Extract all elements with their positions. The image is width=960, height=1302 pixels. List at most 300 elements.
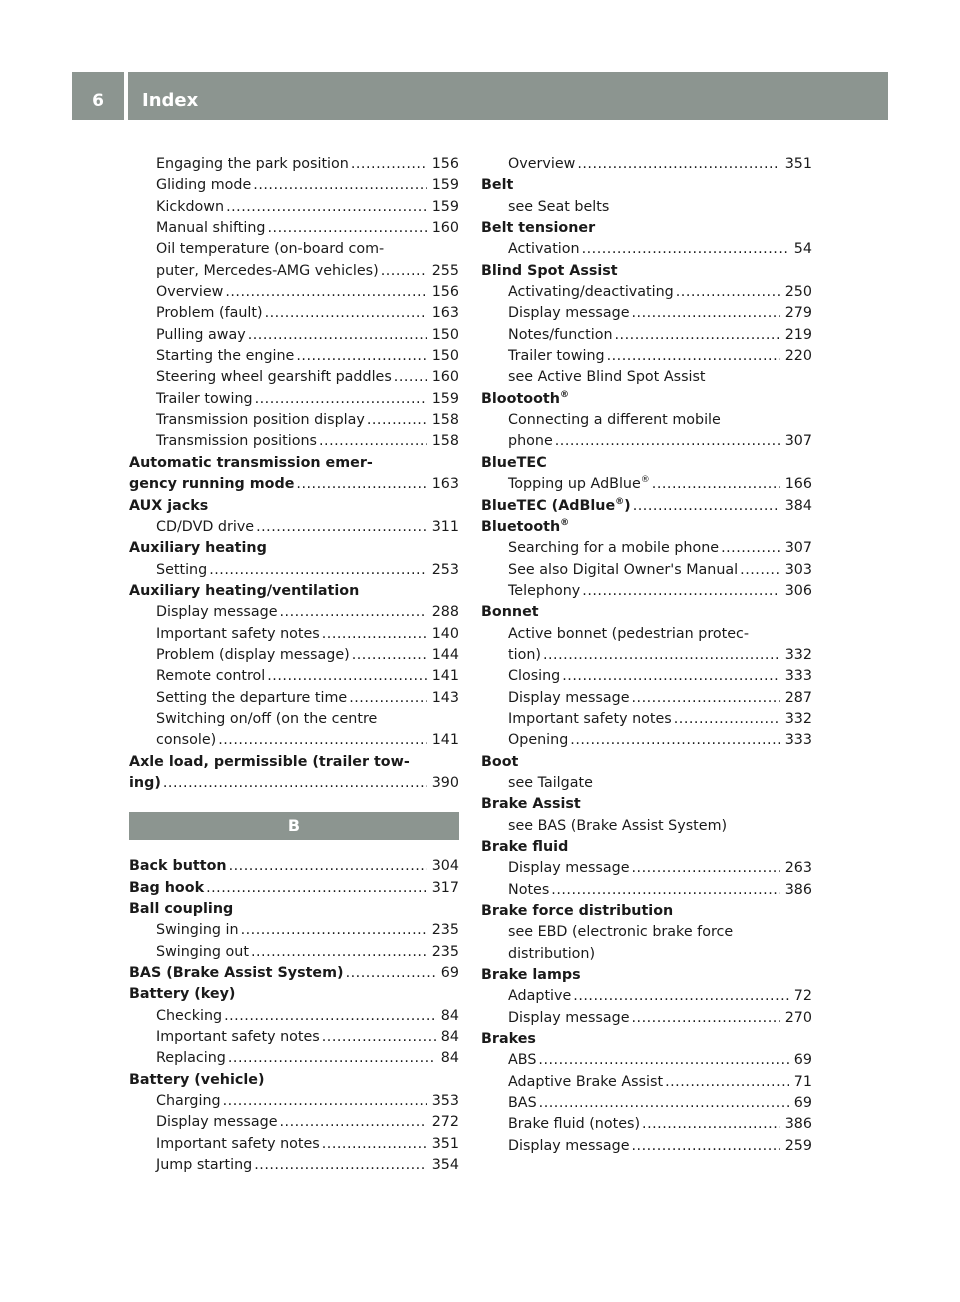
entry-text: Oil temperature (on-board com- — [156, 241, 385, 258]
index-heading[interactable] — [129, 474, 459, 495]
dot-leader — [539, 1093, 789, 1114]
page-reference[interactable]: 250 — [784, 284, 812, 301]
entry-text: Problem (fault) — [156, 305, 263, 322]
entry-text: Battery (vehicle) — [129, 1071, 265, 1088]
page-reference[interactable]: 69 — [793, 1052, 812, 1069]
dot-leader — [582, 239, 789, 260]
index-subentry[interactable] — [481, 346, 812, 367]
index-subentry[interactable] — [481, 986, 812, 1007]
dot-leader — [296, 346, 426, 367]
page-reference[interactable]: 143 — [431, 689, 459, 706]
index-subentry[interactable] — [129, 261, 459, 282]
entry-text: Starting the engine — [156, 348, 295, 365]
page-reference[interactable]: 163 — [431, 476, 459, 493]
dot-leader — [582, 581, 779, 602]
index-subentry[interactable] — [481, 880, 812, 901]
entry-text: Kickdown — [156, 198, 225, 215]
dot-leader — [570, 730, 779, 751]
entry-text: Automatic transmission emer- — [129, 454, 373, 471]
dot-leader — [607, 346, 780, 367]
entry-text: see Active Blind Spot Assist — [508, 369, 706, 386]
index-subentry[interactable] — [129, 154, 459, 175]
index-heading — [481, 175, 812, 196]
entry-text: see Tailgate — [508, 774, 593, 791]
index-subentry[interactable] — [129, 1006, 459, 1027]
entry-text: Remote control — [156, 668, 266, 685]
index-heading — [481, 837, 812, 858]
registered-mark: ® — [640, 475, 650, 486]
page-reference[interactable]: 160 — [431, 220, 459, 237]
index-heading — [129, 581, 459, 602]
index-subentry[interactable] — [129, 666, 459, 687]
entry-text: Bonnet — [481, 604, 539, 621]
entry-text: Important safety notes — [156, 1135, 320, 1152]
dot-leader — [267, 666, 426, 687]
dot-leader — [740, 560, 780, 581]
page-reference[interactable]: 71 — [793, 1073, 812, 1090]
index-column-left — [129, 154, 459, 1176]
index-subentry[interactable] — [481, 1008, 812, 1029]
page-reference[interactable]: 144 — [431, 646, 459, 663]
index-subentry[interactable] — [481, 303, 812, 324]
dot-leader — [322, 1027, 436, 1048]
dot-leader — [573, 986, 789, 1007]
entry-text: Blootooth — [481, 390, 560, 407]
page-reference[interactable]: 219 — [784, 326, 812, 343]
dot-leader — [632, 1136, 780, 1157]
entry-text: Problem (display message) — [156, 646, 350, 663]
entry-text: Closing — [508, 668, 561, 685]
entry-text: ing) — [129, 774, 161, 791]
index-subentry[interactable] — [129, 602, 459, 623]
entry-text: phone — [508, 433, 553, 450]
index-heading — [129, 899, 459, 920]
index-subentry[interactable] — [481, 325, 812, 346]
index-subentry — [481, 773, 812, 794]
dot-leader — [296, 474, 426, 495]
index-subentry — [481, 816, 812, 837]
page-reference[interactable]: 141 — [431, 668, 459, 685]
index-subentry — [481, 944, 812, 965]
page-reference[interactable]: 156 — [431, 284, 459, 301]
entry-text: see Seat belts — [508, 198, 610, 215]
page-reference[interactable]: 353 — [431, 1093, 459, 1110]
dot-leader — [253, 175, 426, 196]
entry-text: see EBD (electronic brake force — [508, 924, 734, 941]
page-number: 6 — [92, 91, 104, 111]
entry-text: Transmission position display — [156, 412, 365, 429]
page-reference[interactable]: 220 — [784, 348, 812, 365]
page-reference[interactable]: 159 — [431, 177, 459, 194]
entry-text: Telephony — [508, 582, 581, 599]
entry-text: Engaging the park position — [156, 156, 349, 172]
entry-text: Transmission positions — [156, 433, 317, 450]
index-subentry[interactable] — [129, 1134, 459, 1155]
entry-text: Belt tensioner — [481, 220, 596, 237]
page-reference[interactable]: 333 — [784, 732, 812, 749]
entry-text: Brakes — [481, 1031, 536, 1048]
dot-leader — [206, 878, 427, 899]
entry-text: Important safety notes — [156, 1029, 320, 1046]
page-reference[interactable]: 156 — [431, 156, 459, 172]
page-reference[interactable]: 159 — [431, 198, 459, 215]
page-reference[interactable]: 158 — [431, 433, 459, 450]
index-subentry[interactable] — [129, 688, 459, 709]
index-heading — [481, 901, 812, 922]
entry-text: Brake Assist — [481, 796, 581, 813]
dot-leader — [248, 325, 427, 346]
index-heading[interactable] — [129, 963, 459, 984]
page-reference[interactable]: 306 — [784, 582, 812, 599]
entry-text: Notes — [508, 881, 550, 898]
dot-leader — [254, 1155, 426, 1176]
index-subentry[interactable] — [129, 920, 459, 941]
dot-leader — [577, 154, 779, 175]
index-subentry — [129, 239, 459, 260]
index-subentry[interactable] — [129, 942, 459, 963]
dot-leader — [352, 645, 427, 666]
entry-text: Adaptive Brake Assist — [508, 1073, 664, 1090]
page-reference[interactable]: 84 — [440, 1050, 459, 1067]
index-subentry[interactable] — [481, 730, 812, 751]
index-column-right — [481, 154, 812, 1157]
page-reference[interactable]: 255 — [431, 262, 459, 279]
entry-text: BAS — [508, 1095, 537, 1112]
index-subentry[interactable] — [481, 154, 812, 175]
page-reference[interactable]: 304 — [431, 858, 459, 875]
page-reference[interactable]: 69 — [793, 1095, 812, 1112]
index-subentry[interactable] — [129, 367, 459, 388]
entry-text: BAS (Brake Assist System) — [129, 965, 344, 982]
index-subentry[interactable] — [481, 560, 812, 581]
entry-text: Topping up AdBlue — [508, 476, 641, 493]
entry-text: Display message — [508, 1137, 630, 1154]
index-heading — [481, 1029, 812, 1050]
page-reference[interactable]: 158 — [431, 412, 459, 429]
dot-leader — [256, 517, 427, 538]
page-reference[interactable]: 84 — [440, 1029, 459, 1046]
dot-leader — [562, 666, 779, 687]
entry-text: Opening — [508, 732, 569, 749]
index-subentry[interactable] — [129, 730, 459, 751]
index-heading — [129, 1070, 459, 1091]
dot-leader — [394, 367, 427, 388]
entry-text: Display message — [156, 604, 278, 621]
entry-text: Belt — [481, 177, 514, 194]
page-reference[interactable]: 311 — [431, 518, 459, 535]
page-title: Index — [142, 90, 199, 111]
index-subentry[interactable] — [129, 1091, 459, 1112]
entry-text: Brake fluid (notes) — [508, 1116, 641, 1133]
index-heading[interactable] — [481, 496, 812, 517]
page-reference[interactable]: 288 — [431, 604, 459, 621]
entry-text: Bag hook — [129, 879, 205, 896]
index-heading — [481, 602, 812, 623]
entry-text: tion) — [508, 646, 541, 663]
registered-mark: ® — [560, 518, 570, 529]
entry-text: Brake lamps — [481, 967, 581, 984]
index-heading — [129, 538, 459, 559]
dot-leader — [280, 1112, 427, 1133]
entry-text: Setting the departure time — [156, 689, 348, 706]
dot-leader — [555, 431, 780, 452]
index-subentry[interactable] — [481, 1114, 812, 1135]
index-subentry[interactable] — [481, 645, 812, 666]
index-subentry[interactable] — [481, 858, 812, 879]
entry-text: Battery (key) — [129, 986, 236, 1003]
index-subentry[interactable] — [481, 1136, 812, 1157]
page-reference[interactable]: 69 — [440, 965, 459, 982]
entry-text: Gliding mode — [156, 177, 252, 194]
entry-text-suffix: ) — [624, 497, 631, 514]
index-subentry[interactable] — [481, 666, 812, 687]
index-heading — [129, 453, 459, 474]
index-subentry[interactable] — [481, 1072, 812, 1093]
entry-text: Display message — [508, 689, 630, 706]
dot-leader — [633, 496, 780, 517]
index-subentry[interactable] — [129, 517, 459, 538]
index-subentry[interactable] — [129, 1112, 459, 1133]
index-subentry[interactable] — [481, 709, 812, 730]
page-reference[interactable]: 166 — [784, 476, 812, 493]
page-reference[interactable]: 163 — [431, 305, 459, 322]
dot-leader — [255, 389, 427, 410]
index-subentry[interactable] — [129, 218, 459, 239]
entry-text: Overview — [508, 156, 576, 172]
index-subentry[interactable] — [129, 410, 459, 431]
entry-text: Switching on/off (on the centre — [156, 710, 378, 727]
entry-text: Display message — [156, 1114, 278, 1131]
index-heading[interactable] — [129, 878, 459, 899]
page-reference[interactable]: 159 — [431, 390, 459, 407]
page-reference[interactable]: 354 — [431, 1157, 459, 1174]
index-subentry — [129, 709, 459, 730]
page-reference[interactable]: 150 — [431, 326, 459, 343]
entry-text: Trailer towing — [508, 348, 605, 365]
entry-text: Jump starting — [156, 1157, 253, 1174]
page-reference[interactable]: 84 — [440, 1007, 459, 1024]
index-heading — [481, 965, 812, 986]
entry-text: Adaptive — [508, 988, 572, 1005]
entry-text: Display message — [508, 305, 630, 322]
dot-leader — [721, 538, 780, 559]
entry-text: Manual shifting — [156, 220, 266, 237]
dot-leader — [229, 856, 427, 877]
index-subentry[interactable] — [129, 1048, 459, 1069]
dot-leader — [226, 197, 427, 218]
index-subentry[interactable] — [481, 431, 812, 452]
page-reference[interactable]: 303 — [784, 561, 812, 578]
dot-leader — [319, 431, 427, 452]
page-reference[interactable]: 307 — [784, 540, 812, 557]
entry-text: see BAS (Brake Assist System) — [508, 817, 728, 834]
index-subentry[interactable] — [129, 1027, 459, 1048]
entry-text: Charging — [156, 1093, 221, 1110]
page-reference[interactable]: 317 — [431, 879, 459, 896]
registered-mark: ® — [615, 496, 625, 507]
dot-leader — [228, 1048, 436, 1069]
page-header — [72, 72, 888, 120]
dot-leader — [652, 474, 780, 495]
page-reference[interactable]: 150 — [431, 348, 459, 365]
entry-text: Ball coupling — [129, 901, 234, 917]
dot-leader — [251, 942, 427, 963]
index-heading — [481, 218, 812, 239]
entry-text: Connecting a different mobile — [508, 412, 721, 429]
page-reference[interactable]: 54 — [793, 241, 812, 258]
page-reference[interactable]: 351 — [431, 1135, 459, 1152]
dot-leader — [642, 1114, 780, 1135]
index-subentry[interactable] — [129, 560, 459, 581]
entry-text: BlueTEC (AdBlue — [481, 497, 616, 514]
dot-leader — [163, 773, 427, 794]
index-heading — [129, 984, 459, 1005]
page-reference[interactable]: 279 — [784, 305, 812, 322]
page-reference[interactable]: 333 — [784, 668, 812, 685]
entry-text: CD/DVD drive — [156, 518, 255, 535]
index-subentry[interactable] — [481, 1093, 812, 1114]
entry-text: Steering wheel gearshift paddles — [156, 369, 392, 386]
entry-text: Activating/deactivating — [508, 284, 674, 301]
section-letter-b: B — [129, 812, 459, 840]
index-subentry[interactable] — [129, 624, 459, 645]
page-reference[interactable]: 384 — [784, 497, 812, 514]
index-heading — [481, 517, 812, 538]
dot-leader — [223, 1091, 427, 1112]
dot-leader — [218, 730, 426, 751]
dot-leader — [224, 1006, 436, 1027]
index-subentry[interactable] — [481, 688, 812, 709]
index-heading — [129, 496, 459, 517]
index-subentry[interactable] — [129, 303, 459, 324]
index-subentry[interactable] — [481, 1050, 812, 1071]
dot-leader — [280, 602, 427, 623]
entry-text: Important safety notes — [508, 710, 672, 727]
dot-leader — [322, 624, 427, 645]
entry-text: Pulling away — [156, 326, 246, 343]
index-subentry[interactable] — [481, 282, 812, 303]
index-subentry[interactable] — [481, 239, 812, 260]
page-reference[interactable]: 332 — [784, 646, 812, 663]
entry-text: Swinging out — [156, 943, 249, 960]
entry-text: Axle load, permissible (trailer tow- — [129, 753, 410, 770]
index-heading — [129, 752, 459, 773]
entry-text: Bluetooth — [481, 518, 561, 535]
index-subentry[interactable] — [481, 581, 812, 602]
page-reference[interactable]: 160 — [431, 369, 459, 386]
entry-text: Display message — [508, 860, 630, 877]
entry-text: Blind Spot Assist — [481, 262, 618, 279]
index-heading — [481, 794, 812, 815]
index-subentry[interactable] — [129, 431, 459, 452]
index-subentry[interactable] — [129, 325, 459, 346]
page-reference[interactable]: 72 — [793, 988, 812, 1005]
entry-text: Setting — [156, 561, 208, 578]
page-reference[interactable]: 270 — [784, 1009, 812, 1026]
dot-leader — [676, 282, 780, 303]
index-subentry[interactable] — [129, 175, 459, 196]
page-reference[interactable]: 272 — [431, 1114, 459, 1131]
index-subentry[interactable] — [129, 346, 459, 367]
entry-text: See also Digital Owner's Manual — [508, 561, 739, 578]
page-reference[interactable]: 386 — [784, 1116, 812, 1133]
index-subentry — [481, 367, 812, 388]
index-subentry — [481, 922, 812, 943]
entry-text: Auxiliary heating — [129, 540, 267, 557]
page-reference[interactable]: 351 — [784, 156, 812, 172]
index-heading[interactable] — [129, 856, 459, 877]
page-reference[interactable]: 253 — [431, 561, 459, 578]
entry-text: Searching for a mobile phone — [508, 540, 720, 557]
dot-leader — [632, 688, 780, 709]
dot-leader — [367, 410, 427, 431]
header-separator — [124, 72, 128, 120]
entry-text: Checking — [156, 1007, 223, 1024]
entry-text: AUX jacks — [129, 497, 209, 514]
dot-leader — [381, 261, 427, 282]
dot-leader — [267, 218, 426, 239]
index-heading — [481, 389, 812, 410]
index-heading — [481, 261, 812, 282]
entry-text: Activation — [508, 241, 580, 258]
dot-leader — [632, 303, 780, 324]
page-reference[interactable]: 140 — [431, 625, 459, 642]
entry-text: Active bonnet (pedestrian protec- — [508, 625, 750, 642]
entry-text: console) — [156, 732, 217, 749]
entry-text: Brake fluid — [481, 839, 569, 855]
index-subentry[interactable] — [481, 474, 812, 495]
entry-text: Notes/function — [508, 326, 613, 343]
entry-text: gency running mode — [129, 476, 295, 493]
dot-leader — [351, 154, 427, 175]
dot-leader — [674, 709, 780, 730]
index-subentry[interactable] — [129, 197, 459, 218]
index-heading[interactable] — [129, 773, 459, 794]
index-subentry[interactable] — [129, 1155, 459, 1176]
entry-text: Auxiliary heating/ventilation — [129, 582, 360, 599]
page-reference[interactable]: 263 — [784, 860, 812, 877]
dot-leader — [265, 303, 427, 324]
index-subentry[interactable] — [481, 538, 812, 559]
entry-text: distribution) — [508, 945, 596, 962]
page-reference[interactable]: 287 — [784, 689, 812, 706]
page-reference[interactable]: 332 — [784, 710, 812, 727]
index-heading — [481, 453, 812, 474]
index-subentry[interactable] — [129, 282, 459, 303]
dot-leader — [241, 920, 427, 941]
index-subentry — [481, 197, 812, 218]
entry-text: ABS — [508, 1052, 537, 1069]
page-reference[interactable]: 390 — [431, 774, 459, 791]
entry-text: Display message — [508, 1009, 630, 1026]
index-subentry[interactable] — [129, 389, 459, 410]
page-reference[interactable]: 307 — [784, 433, 812, 450]
entry-text: Swinging in — [156, 922, 239, 939]
entry-text: Brake force distribution — [481, 903, 674, 920]
registered-mark: ® — [559, 390, 569, 401]
page-reference[interactable]: 235 — [431, 922, 459, 939]
dot-leader — [615, 325, 780, 346]
page-reference[interactable]: 386 — [784, 881, 812, 898]
page-reference[interactable]: 235 — [431, 943, 459, 960]
dot-leader — [632, 858, 780, 879]
page-reference[interactable]: 259 — [784, 1137, 812, 1154]
entry-text: Overview — [156, 284, 224, 301]
dot-leader — [209, 560, 427, 581]
index-subentry[interactable] — [129, 645, 459, 666]
entry-text: Back button — [129, 858, 227, 875]
page-reference[interactable]: 141 — [431, 732, 459, 749]
